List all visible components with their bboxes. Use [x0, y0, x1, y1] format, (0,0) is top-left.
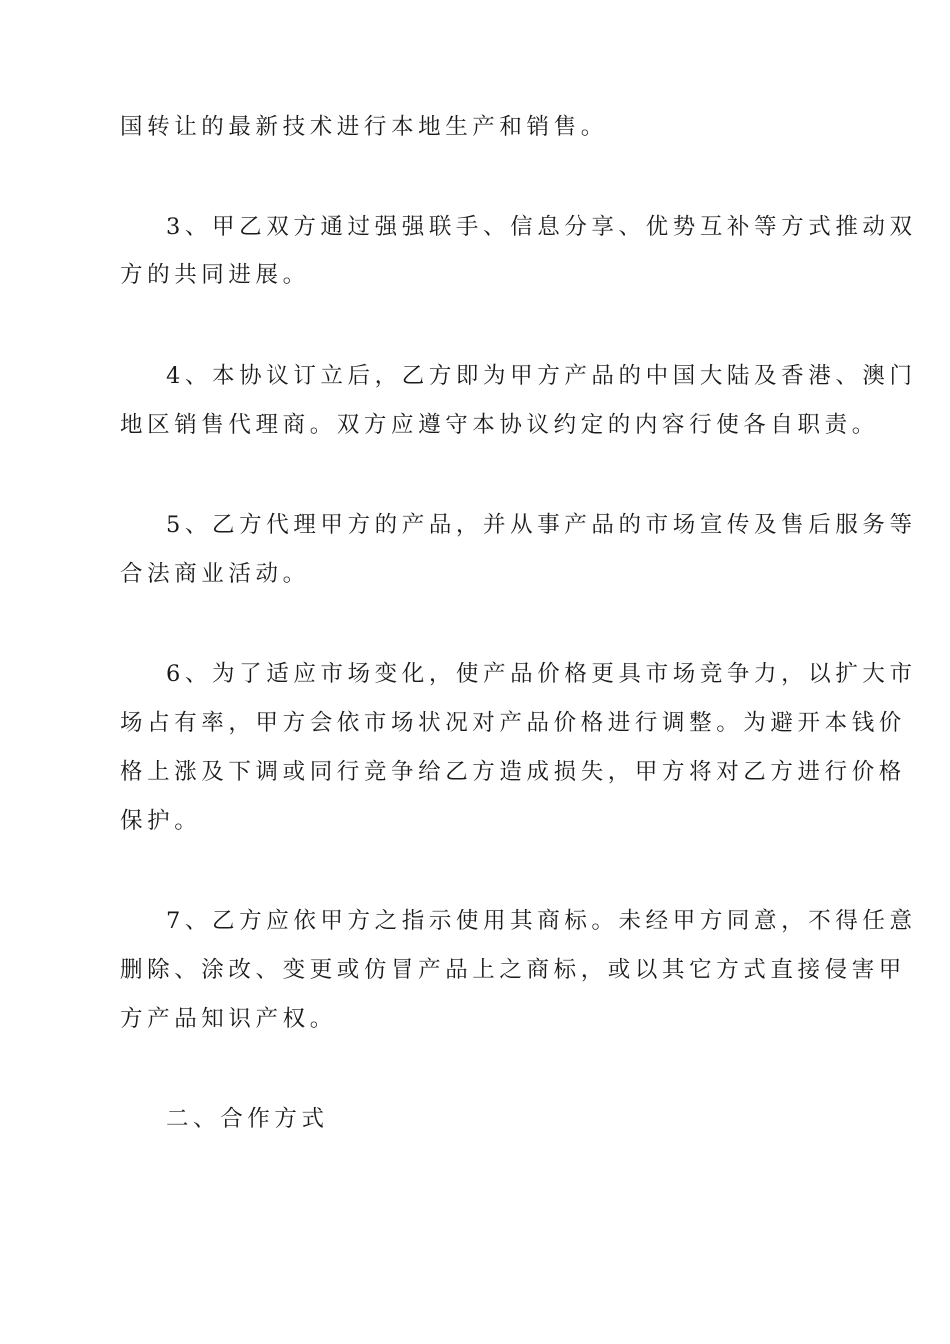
clause-4-line-1: 4、本协议订立后，乙方即为甲方产品的中国大陆及香港、澳门 — [166, 363, 917, 389]
clause-7-line-3: 方产品知识产权。 — [120, 1006, 337, 1032]
clause-3-line-2: 方的共同进展。 — [120, 262, 310, 288]
clause-7-line-1: 7、乙方应依甲方之指示使用其商标。未经甲方同意，不得任意 — [166, 908, 917, 934]
clause-5-line-1: 5、乙方代理甲方的产品，并从事产品的市场宣传及售后服务等 — [166, 512, 917, 538]
clause-3-line-1: 3、甲乙双方通过强强联手、信息分享、优势互补等方式推动双 — [166, 214, 917, 240]
clause-6-line-3: 格上涨及下调或同行竞争给乙方造成损失，甲方将对乙方进行价格 — [120, 759, 906, 785]
text-line: 国转让的最新技术进行本地生产和销售。 — [120, 114, 608, 140]
clause-6-line-1: 6、为了适应市场变化，使产品价格更具市场竞争力，以扩大市 — [166, 661, 917, 687]
clause-4-line-2: 地区销售代理商。双方应遵守本协议约定的内容行使各自职责。 — [120, 412, 879, 438]
clause-6-line-2: 场占有率，甲方会依市场状况对产品价格进行调整。为避开本钱价 — [120, 710, 906, 736]
clause-5-line-2: 合法商业活动。 — [120, 561, 310, 587]
clause-7-line-2: 删除、涂改、变更或仿冒产品上之商标，或以其它方式直接侵害甲 — [120, 957, 906, 983]
section-heading: 二、合作方式 — [166, 1106, 329, 1132]
clause-6-line-4: 保护。 — [120, 808, 202, 834]
